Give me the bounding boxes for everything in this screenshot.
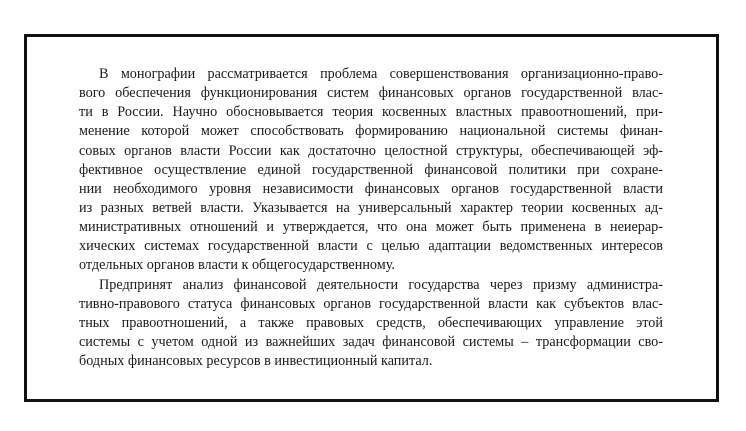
text-line: министративных отношений и утверждается, что она может быть применена в неиерар- <box>79 219 663 236</box>
text-line: В монографии рассматривается проблема совершенствования организационно-право- <box>99 66 663 82</box>
text-line: вого обеспечения функционирования систем финансовых органов государственной влас- <box>79 85 663 102</box>
text-line: из разных ветвей власти. Указывается на универсальный характер теории косвенных ад- <box>79 199 663 216</box>
text-line: отдельных органов власти к общегосударственному. <box>79 257 395 274</box>
text-line: нии необходимого уровня независимости финансовых органов государственной власти <box>79 180 663 197</box>
text-line: Предпринят анализ финансовой деятельности государства через призму администра- <box>99 276 663 293</box>
text-line: менение которой может способствовать формированию национальной системы финан- <box>79 123 663 140</box>
text-line: тных правоотношений, а также правовых средств, обеспечивающих управление этой <box>79 314 663 331</box>
text-line: ти в России. Научно обосновывается теория косвенных властных правоотношений, при- <box>79 104 663 121</box>
abstract-text <box>79 65 663 371</box>
text-line: фективное осуществление единой государственной финансовой политики при сохране- <box>79 161 663 178</box>
paragraph-1 <box>79 65 663 276</box>
text-line: хических системах государственной власти с целью адаптации ведомственных интересов <box>79 238 663 255</box>
text-line: совых органов власти России как достаточно целостной структуры, обеспечивающей эф- <box>79 142 663 159</box>
text-line: системы с учетом одной из важнейших задач финансовой системы – трансформации сво- <box>79 333 663 350</box>
text-line: бодных финансовых ресурсов в инвестиционный капитал. <box>79 353 433 370</box>
document-frame <box>24 34 719 402</box>
paragraph-2 <box>79 276 663 372</box>
text-line: тивно-правового статуса финансовых органов государственной власти как субъектов влас- <box>79 295 663 312</box>
